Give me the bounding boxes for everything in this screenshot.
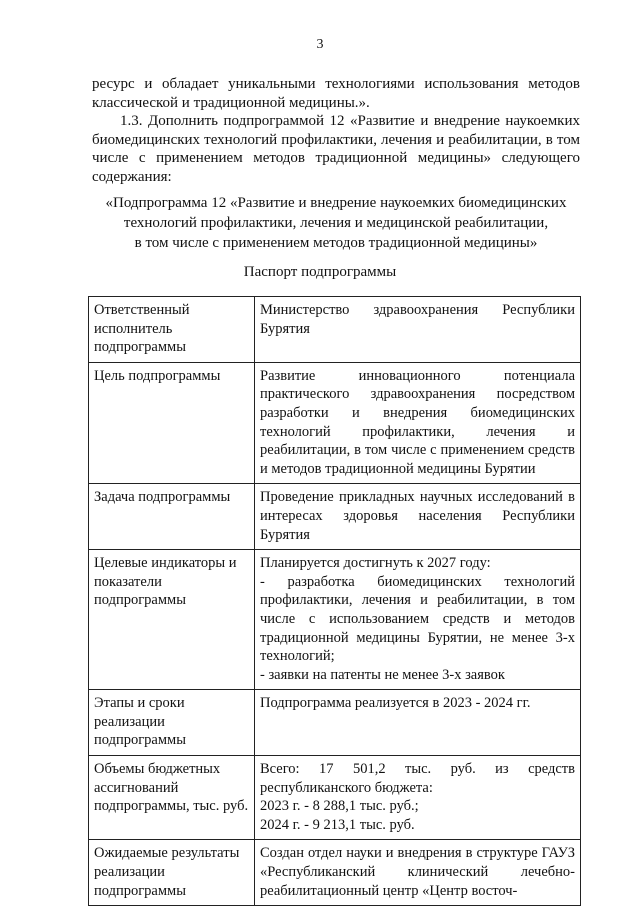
label-line: подпрограммы, тыс. руб. [94,798,249,815]
subprogram-heading [90,193,582,253]
row-value: Создан отдел науки и внедрения в структуре ГАУЗ «Республиканский клинический лечебно-реабилитационный центр «Центр восточ- [255,840,581,906]
passport-table [88,296,581,906]
row-label: Этапы и сроки реализации подпрограммы [89,690,255,756]
indicator-item: - разработка биомедицинских технологий профилактики, лечения и реабилитации, в том числе с использованием средств и методов традиционной медицины Бурятии, не менее 3-х технологий; [260,573,575,665]
table-row [89,840,581,906]
budget-year: 2024 г. - 9 213,1 тыс. руб. [260,816,415,833]
row-label: Цель подпрограммы [89,362,255,484]
row-value: Проведение прикладных научных исследований в интересах здоровья населения Республики Бурятия [255,484,581,550]
budget-year: 2023 г. - 8 288,1 тыс. руб.; [260,798,419,815]
table-row [89,362,581,484]
budget-total: Всего: 17 501,2 тыс. руб. из средств республиканского бюджета: [260,761,575,796]
row-value [255,756,581,840]
table-row [89,297,581,363]
row-label: Ответственный исполнитель подпрограммы [89,297,255,363]
row-value: Министерство здравоохранения Республики Бурятия [255,297,581,363]
page-number: 3 [316,37,324,52]
intro-paragraph-1: ресурс и обладает уникальными технологиями использования методов классической и традиционной медицины.». [92,76,580,111]
table-row [89,484,581,550]
table-row [89,756,581,840]
row-value: Подпрограмма реализуется в 2023 - 2024 гг. [255,690,581,756]
indicator-item: - заявки на патенты не менее 3-х заявок [260,666,505,683]
row-label [89,756,255,840]
row-value: Развитие инновационного потенциала практического здравоохранения посредством разработки и внедрения биомедицинских технологий профилактики, лечения и реабилитации, в том числе с применением средств и методов традиционной медицины Бурятии [255,362,581,484]
row-label: Ожидаемые результаты реализации подпрограммы [89,840,255,906]
table-row [89,550,581,690]
label-line: ассигнований [94,779,179,796]
heading-line-2: технологий профилактики, лечения и медицинской реабилитации, [123,215,549,231]
heading-line-3: в том числе с применением методов традиционной медицины» [134,235,538,251]
row-label: Задача подпрограммы [89,484,255,550]
passport-title: Паспорт подпрограммы [243,264,397,280]
table-row [89,690,581,756]
row-value [255,550,581,690]
indicator-intro: Планируется достигнуть к 2027 году: [260,555,491,572]
heading-line-1: «Подпрограмма 12 «Развитие и внедрение наукоемких биомедицинских [105,195,567,211]
row-label: Целевые индикаторы и показатели подпрограммы [89,550,255,690]
label-line: Объемы бюджетных [94,761,221,778]
intro-paragraph-2: 1.3. Дополнить подпрограммой 12 «Развитие и внедрение наукоемких биомедицинских технологий профилактики, лечения и реабилитации, в том числе с применением методов традиционной медицины» следующего содержания: [92,113,580,185]
